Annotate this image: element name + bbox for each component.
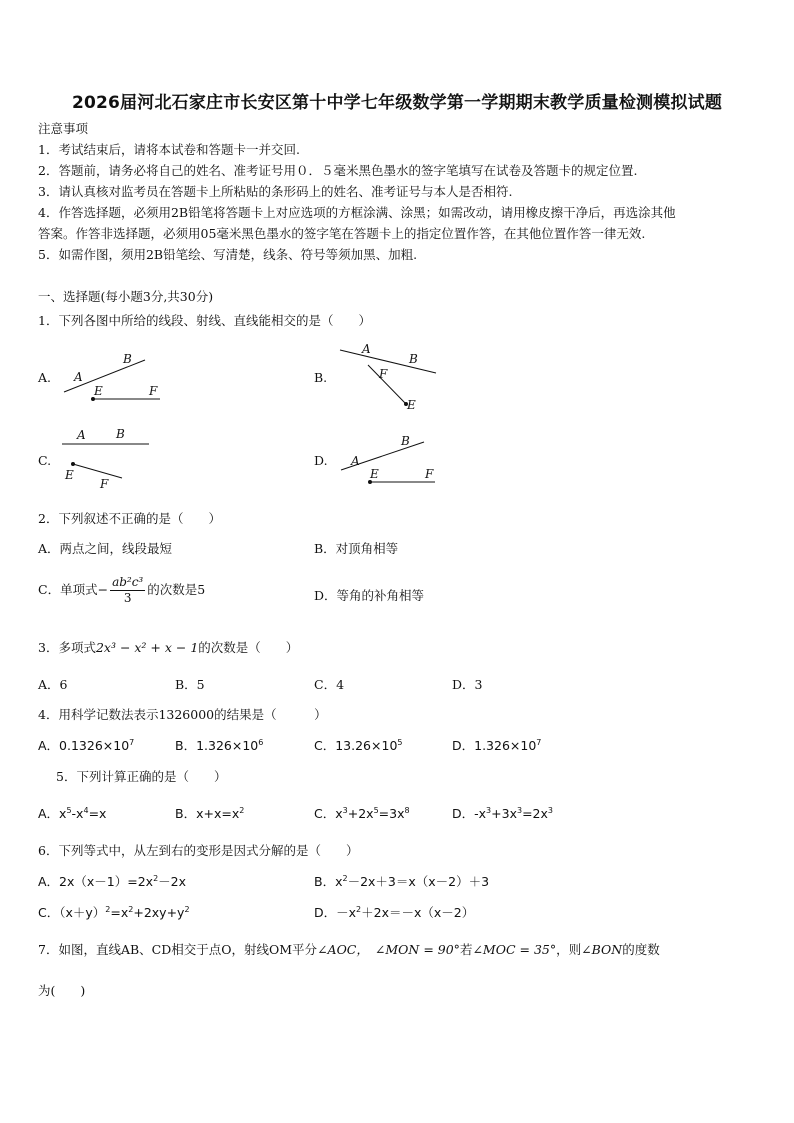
notice-heading: 注意事项 <box>38 121 89 136</box>
question-3-stem <box>38 640 298 656</box>
q3-option-a: A．6 <box>38 677 68 692</box>
notice-item: 答案。作答非选择题，必须用05毫米黑色墨水的签字笔在答题卡上的指定位置作答，在其他位置作答一律无效. <box>38 226 646 241</box>
q1-option-c-label: C. <box>38 453 52 468</box>
notice-item: 3．请认真核对监考员在答题卡上所粘贴的条形码上的姓名、准考证号与本人是否相符. <box>38 184 513 199</box>
q6-d-exp: 2 <box>356 905 362 914</box>
q3-stem-prefix: 3．多项式 <box>38 640 96 655</box>
q5-d-part: =2x <box>522 806 548 821</box>
q2-c-fraction <box>110 575 145 606</box>
q4-c-base: C．13.26×10 <box>314 738 398 753</box>
q5-b-part: B．x+x=x <box>175 806 240 821</box>
q6-option-d <box>314 905 474 921</box>
question-7-line2: 为( ) <box>38 983 86 998</box>
q2-option-d: D．等角的补角相等 <box>314 588 425 603</box>
q5-option-a <box>38 806 106 822</box>
q1a-label-f: F <box>149 384 158 398</box>
question-5-stem: 5．下列计算正确的是（ ） <box>56 769 227 784</box>
q7-mid: 若 <box>459 942 473 957</box>
q5-a-exp: 5 <box>66 806 72 815</box>
q7-moc: ∠MOC = 35° <box>472 942 557 957</box>
q5-option-b <box>175 806 244 822</box>
q2-option-b: B．对顶角相等 <box>314 541 399 556</box>
q6-c-exp: 2 <box>105 905 111 914</box>
q1b-label-f: F <box>379 367 388 381</box>
q7-bon: ∠BON <box>581 942 623 957</box>
question-4-stem: 4．用科学记数法表示1326000的结果是（ ） <box>38 707 327 722</box>
q6-a-exp: 2 <box>153 874 159 883</box>
q6-c-part: +2xy+y <box>133 905 185 920</box>
q4-option-d <box>452 738 541 754</box>
q6-d-part: ＋2x＝－x（x－2） <box>361 905 475 920</box>
q2-c-denominator: 3 <box>123 591 132 605</box>
q6-a-part: A．2x（x－1）=2x <box>38 874 154 889</box>
q5-a-part: -x <box>71 806 84 821</box>
q4-d-base: D．1.326×10 <box>452 738 537 753</box>
q5-a-part: A．x <box>38 806 67 821</box>
q2-option-c: C．单项式− $\frac{\text{ab²c³}}{3}$ 的次数是5 <box>38 575 206 605</box>
q1-option-a-label: A. <box>38 370 52 385</box>
q1c-label-f: F <box>100 477 109 491</box>
q1d-label-f: F <box>425 467 434 481</box>
q5-d-part: D．-x <box>452 806 487 821</box>
q5-d-exp: 3 <box>516 806 523 815</box>
q1b-label-a: A <box>362 342 371 356</box>
q5-c-exp: 3 <box>342 806 348 815</box>
q5-option-c <box>314 806 410 822</box>
notice-item: 1．考试结束后，请将本试卷和答题卡一并交回. <box>38 142 300 157</box>
q1-figure-d <box>336 430 446 490</box>
q5-option-d <box>452 806 553 822</box>
q6-d-part: D．－x <box>314 905 357 920</box>
question-2-stem: 2．下列叙述不正确的是（ ） <box>38 511 221 526</box>
q4-a-base: A．0.1326×10 <box>38 738 130 753</box>
q5-a-part: =x <box>88 806 107 821</box>
question-7-stem <box>38 942 660 958</box>
question-6-stem: 6．下列等式中，从左到右的变形是因式分解的是（ ） <box>38 843 359 858</box>
notice-item: 5．如需作图，须用2B铅笔绘、写清楚，线条、符号等须加黑、加粗. <box>38 247 418 262</box>
q5-c-part: C．x <box>314 806 343 821</box>
q3-option-b: B．5 <box>175 677 205 692</box>
q1d-label-e: E <box>370 467 379 481</box>
q3-stem-suffix: 的次数是（ ） <box>198 640 299 655</box>
q1d-label-b: B <box>401 434 410 448</box>
q1a-label-e: E <box>94 384 103 398</box>
q2-c-suffix: 的次数是5 <box>147 582 206 597</box>
question-1-stem: 1．下列各图中所给的线段、射线、直线能相交的是（ ） <box>38 313 371 328</box>
q6-b-part: －2x＋3＝x（x－2）＋3 <box>347 874 490 889</box>
notice-item: 4．作答选择题，必须用2B铅笔将答题卡上对应选项的方框涂满、涂黑；如需改动，请用橡皮擦干净后，再选涂其他 <box>38 205 676 220</box>
q1-figure-c <box>60 425 170 495</box>
q4-b-base: B．1.326×10 <box>175 738 259 753</box>
q5-d-exp: 3 <box>486 806 492 815</box>
q1a-label-b: B <box>123 352 132 366</box>
q6-option-a <box>38 874 186 890</box>
q6-c-exp: 2 <box>184 905 190 914</box>
q1-figure-a <box>60 345 170 405</box>
section-heading: 一、选择题(每小题3分,共30分) <box>38 289 214 304</box>
q5-d-exp: 3 <box>547 806 553 815</box>
q4-c-exp: 5 <box>397 738 403 747</box>
q6-option-b <box>314 874 489 890</box>
page-title: 2026届河北石家庄市长安区第十中学七年级数学第一学期期末教学质量检测模拟试题 <box>71 93 723 113</box>
q3-option-d: D．3 <box>452 677 483 692</box>
q1c-label-b: B <box>116 427 125 441</box>
q4-option-a <box>38 738 134 754</box>
q5-c-part: +2x <box>347 806 374 821</box>
q1b-label-b: B <box>409 352 418 366</box>
q6-b-part: B．x <box>314 874 343 889</box>
q6-c-exp: 2 <box>128 905 134 914</box>
q6-option-c <box>38 905 190 921</box>
q5-d-part: +3x <box>491 806 517 821</box>
q2-c-numerator: ab²c³ <box>112 575 144 589</box>
q2-option-a: A．两点之间，线段最短 <box>38 541 173 556</box>
q7-prefix: 7．如图，直线AB、CD相交于点O，射线OM平分 <box>38 942 318 957</box>
q5-a-exp: 4 <box>83 806 89 815</box>
q5-b-exp: 2 <box>239 806 245 815</box>
q1-option-d-label: D. <box>314 453 328 468</box>
q4-a-exp: 7 <box>129 738 135 747</box>
q1-option-b-label: B. <box>314 370 328 385</box>
q5-c-part: =3x <box>378 806 405 821</box>
q2-c-prefix: C．单项式 <box>38 582 98 597</box>
q4-option-c <box>314 738 403 754</box>
q1c-label-e: E <box>65 468 74 482</box>
notice-item: 2．答题前，请务必将自己的姓名、准考证号用０．５毫米黑色墨水的签字笔填写在试卷及答题卡的规定位置. <box>38 163 638 178</box>
q5-c-exp: 5 <box>373 806 379 815</box>
q3-option-c: C．4 <box>314 677 345 692</box>
q1b-label-e: E <box>407 398 416 412</box>
q1d-label-a: A <box>351 454 360 468</box>
q7-tail: 的度数 <box>622 942 660 957</box>
q4-b-exp: 6 <box>258 738 264 747</box>
q5-c-exp: 8 <box>404 806 410 815</box>
q6-c-part: C．（x＋y） <box>38 905 106 920</box>
q6-c-part: =x <box>110 905 129 920</box>
q1c-label-a: A <box>77 428 86 442</box>
q6-a-part: －2x <box>158 874 187 889</box>
q1a-label-a: A <box>74 370 83 384</box>
q7-angle-aoc: ∠AOC， <box>317 942 369 957</box>
q4-option-b <box>175 738 263 754</box>
q4-d-exp: 7 <box>536 738 542 747</box>
q6-b-exp: 2 <box>342 874 348 883</box>
q1-figure-b <box>336 340 446 420</box>
q7-post: ，则 <box>556 942 582 957</box>
q7-mon: ∠MON = 90° <box>374 942 460 957</box>
q3-expression: 2x³ − x² + x − 1 <box>95 640 199 655</box>
